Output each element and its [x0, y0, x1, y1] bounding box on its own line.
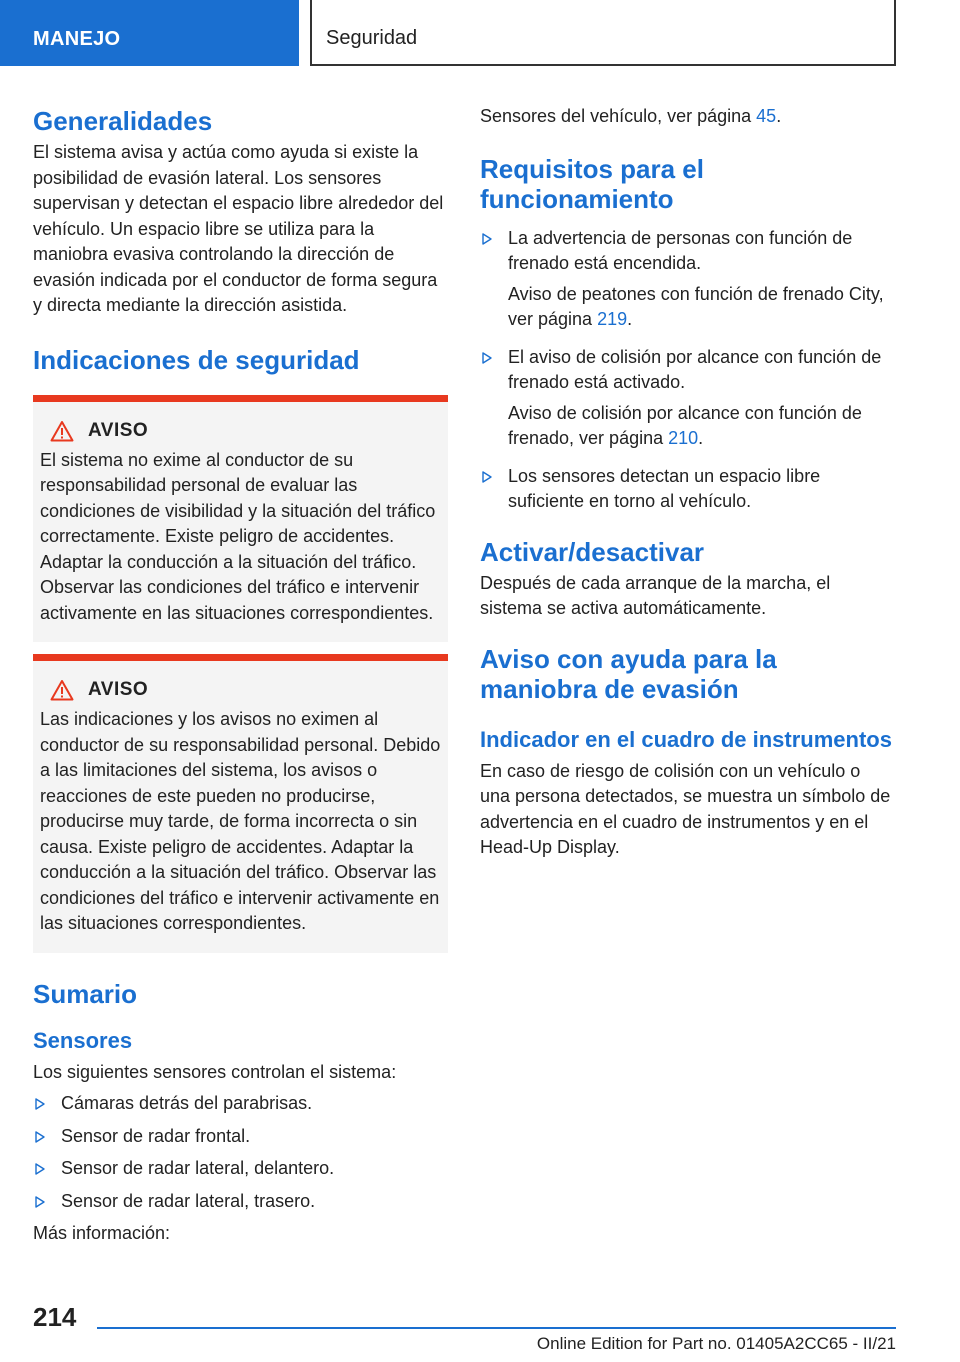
heading-requisitos: Requisitos para el funcionamiento — [480, 153, 704, 214]
list-item-text: Sensor de radar lateral, delantero. — [61, 1158, 335, 1178]
warning-header — [40, 679, 441, 701]
heading-sensores: Sensores — [33, 1027, 133, 1053]
triangle-bullet-icon — [482, 471, 492, 483]
left-column — [33, 96, 448, 1247]
list-item-reference: Aviso de colisión por alcance con función de frenado, ver página 210. — [508, 402, 862, 448]
warning-header — [40, 420, 441, 442]
warning-text: El sistema no exime al conductor de su responsabilidad personal de evaluar las condiciones de visibilidad y la situación del tráfico correctamente. Existe peligro de accidentes. Adaptar la conducción a la situación del tráfico. Observar las condiciones del tráfico e intervenir activamente en las situaciones correspondientes. — [40, 449, 436, 623]
warning-title: AVISO — [88, 419, 149, 441]
heading-indicaciones: Indicaciones de seguridad — [33, 344, 360, 375]
list-item-text: Cámaras detrás del parabrisas. — [61, 1093, 313, 1113]
page-link-45[interactable]: 45 — [756, 106, 777, 126]
heading-aviso-ayuda: Aviso con ayuda para la maniobra de evasión — [480, 643, 777, 704]
triangle-bullet-icon — [35, 1196, 45, 1208]
list-item — [33, 1156, 448, 1182]
triangle-bullet-icon — [35, 1098, 45, 1110]
warning-text: Las indicaciones y los avisos no eximen al conductor de su responsabilidad personal. Debido a las limitaciones del sistema, los avisos o reacciones de este pueden no producirse, producirse muy tarde, de forma incorrecta o sin causa. Existe peligro de accidentes. Adaptar la conducción a la situación del tráfico. Observar las condiciones del tráfico e intervenir activamente en las situaciones correspondientes. — [40, 709, 441, 933]
activar-text: Después de cada arranque de la marcha, el sistema se activa automáticamente. — [480, 572, 831, 618]
page-link-219[interactable]: 219 — [597, 309, 628, 329]
sensor-reference: Sensores del vehículo, ver página 45. — [480, 106, 782, 126]
section-tab-label: MANEJO — [33, 28, 121, 50]
sensor-list — [33, 1091, 448, 1214]
heading-indicador: Indicador en el cuadro de instrumentos — [480, 726, 892, 752]
heading-sumario: Sumario — [33, 978, 138, 1009]
heading-generalidades: Generalidades — [33, 106, 213, 136]
section-tab — [0, 0, 299, 66]
list-item — [480, 464, 895, 515]
heading-activar: Activar/desactivar — [480, 536, 705, 567]
indicador-text: En caso de riesgo de colisión con un vehículo o una persona detectados, se muestra un símbolo de advertencia en el cuadro de instrumentos y en el Head-Up Display. — [480, 760, 891, 857]
list-item-text: El aviso de colisión por alcance con función de frenado está activado. — [508, 346, 882, 392]
list-item-text: La advertencia de personas con función de frenado está encendida. — [508, 227, 853, 273]
more-info: Más información: — [33, 1223, 171, 1243]
triangle-bullet-icon — [35, 1163, 45, 1175]
page-number: 214 — [33, 1302, 77, 1332]
sensor-reference-text: Sensores del vehículo, ver página — [480, 106, 757, 126]
triangle-bullet-icon — [482, 352, 492, 364]
list-item — [33, 1189, 448, 1215]
generalidades-text: El sistema avisa y actúa como ayuda si existe la posibilidad de evasión lateral. Los sensores supervisan y detectan el espacio libre alrededor del vehículo. Un espacio libre se utiliza para la maniobra evasiva controlando la dirección de evasión indicada por el conductor de forma segura y directa mediante la dirección asistida. — [33, 142, 444, 315]
edition-label: Online Edition for Part no. 01405A2CC65 - II/21 — [536, 1334, 896, 1353]
chapter-header — [310, 0, 896, 66]
list-item — [33, 1091, 448, 1117]
sensores-intro: Los siguientes sensores controlan el sistema: — [33, 1061, 397, 1082]
list-item — [480, 226, 895, 333]
requirements-list — [480, 226, 895, 515]
warning-triangle-icon — [50, 679, 74, 701]
right-column — [480, 96, 895, 861]
triangle-bullet-icon — [482, 233, 492, 245]
list-item-text: Sensor de radar lateral, trasero. — [61, 1190, 316, 1211]
list-item — [33, 1124, 448, 1150]
page-link-210[interactable]: 210 — [668, 428, 699, 448]
footer-divider — [97, 1327, 896, 1329]
list-item-text: Los sensores detectan un espacio libre suficiente en torno al vehículo. — [508, 465, 821, 511]
warning-box-1 — [33, 395, 448, 643]
list-item-reference: Aviso de peatones con función de frenado City, ver página 219. — [508, 283, 884, 329]
warning-box-2 — [33, 654, 448, 953]
warning-triangle-icon — [50, 420, 74, 442]
triangle-bullet-icon — [35, 1131, 45, 1143]
chapter-title: Seguridad — [326, 27, 418, 49]
list-item-text: Sensor de radar frontal. — [61, 1125, 251, 1146]
list-item — [480, 345, 895, 452]
warning-title: AVISO — [88, 679, 149, 700]
